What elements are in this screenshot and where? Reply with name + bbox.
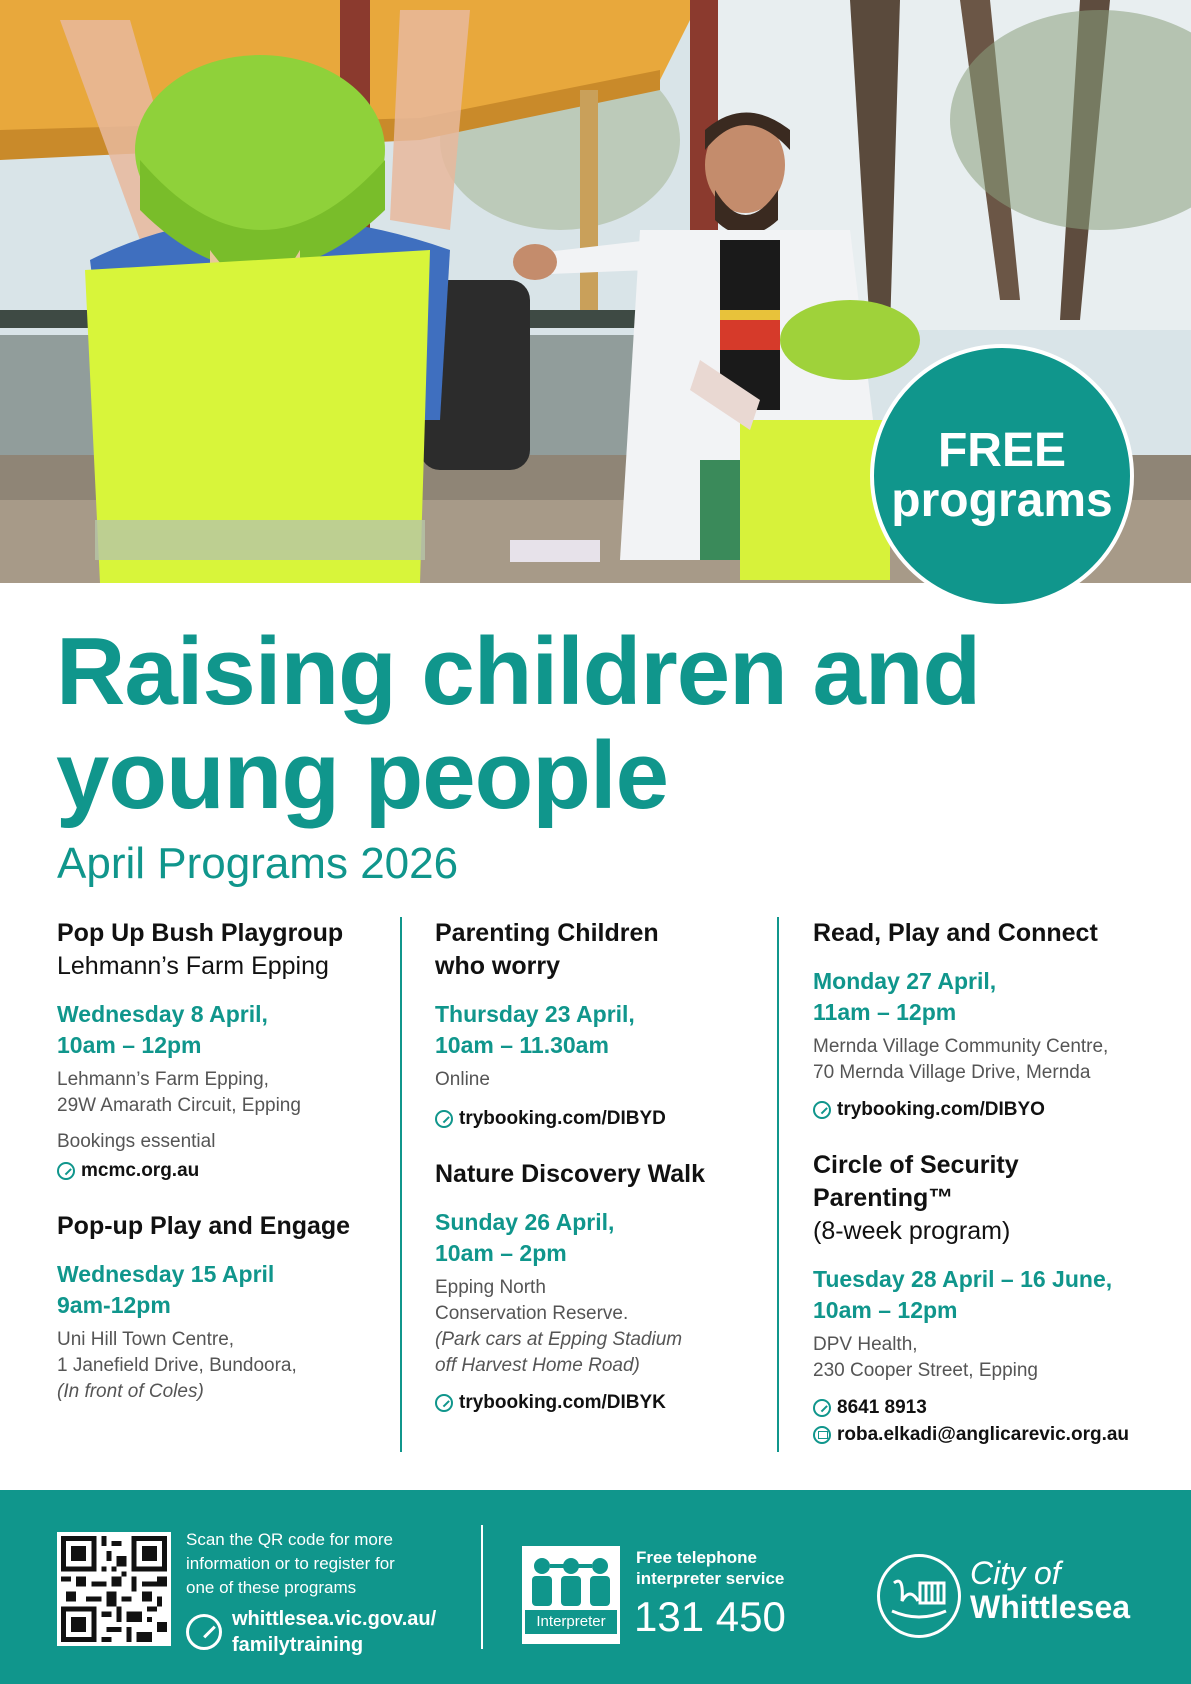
programs-column-2 [435,917,765,1442]
program-title-line: (8-week program) [813,1217,1011,1245]
council-emblem-icon [880,1557,958,1635]
booking-link-text[interactable]: trybooking.com/DIBYO [837,1099,1045,1120]
interpreter-people-icon [522,1546,620,1610]
program-date: Tuesday 28 April – 16 June, [813,1266,1113,1292]
column-divider [400,917,402,1452]
external-link-icon [57,1162,75,1180]
location-line: Epping North [435,1277,546,1298]
interpreter-heading-line: interpreter service [636,1569,785,1588]
page-title [56,620,1136,828]
council-name-line: Whittlesea [970,1589,1131,1625]
qr-code[interactable] [57,1532,171,1646]
location-note: (In front of Coles) [57,1381,204,1402]
booking-link-text[interactable]: trybooking.com/DIBYK [459,1392,666,1413]
program-location [435,1067,765,1093]
program-nature-discovery-walk [435,1158,765,1416]
phone-link[interactable] [813,1394,1153,1421]
free-programs-badge [870,344,1134,608]
booking-link[interactable] [813,1096,1153,1123]
program-title [57,917,387,983]
program-date: Monday 27 April, [813,968,997,994]
council-name-line: City of [970,1555,1061,1591]
footer [0,1490,1191,1684]
title-line-1: Raising children and [56,618,981,725]
program-location [57,1067,387,1119]
booking-link-text[interactable]: mcmc.org.au [81,1160,200,1181]
interpreter-logo [522,1546,620,1644]
booking-link-text[interactable]: trybooking.com/DIBYD [459,1108,666,1129]
location-line: Conservation Reserve. [435,1303,629,1324]
program-title [813,1149,1153,1248]
email-link[interactable] [813,1421,1153,1448]
program-time: 11am – 12pm [813,999,957,1025]
program-location [813,1332,1153,1384]
program-title [435,1158,765,1191]
program-title-line: Read, Play and Connect [813,919,1098,947]
location-line: Mernda Village Community Centre, [813,1036,1109,1057]
badge-line-1: FREE [937,424,1066,477]
program-location [435,1275,765,1379]
program-parenting-children-who-worry [435,917,765,1132]
program-title-line: Pop-up Play and Engage [57,1212,351,1240]
booking-link[interactable] [57,1157,387,1184]
external-link-icon [435,1394,453,1412]
location-note: off Harvest Home Road) [435,1355,640,1376]
location-line: 29W Amarath Circuit, Epping [57,1095,301,1116]
program-title [57,1210,387,1243]
program-read-play-and-connect [813,917,1153,1123]
email-icon [813,1426,831,1444]
program-location [57,1327,387,1405]
external-link-icon [813,1101,831,1119]
location-line: 230 Cooper Street, Epping [813,1360,1038,1381]
phone-number[interactable]: 8641 8913 [837,1397,927,1418]
program-title [435,917,765,983]
program-title-line: Nature Discovery Walk [435,1160,706,1188]
column-divider [777,917,779,1452]
program-pop-up-bush-playgroup [57,917,387,1184]
program-time: 10am – 12pm [57,1032,202,1058]
interpreter-logo-label: Interpreter [525,1610,617,1634]
program-title-line: who worry [435,952,561,980]
program-time: 10am – 2pm [435,1240,567,1266]
qr-instructions [186,1528,446,1600]
location-line: Lehmann’s Farm Epping, [57,1069,269,1090]
council-name [970,1556,1130,1624]
badge-line-2: programs [891,474,1113,527]
external-link-icon [186,1614,222,1650]
program-date: Thursday 23 April, [435,1001,635,1027]
website-url[interactable] [232,1606,436,1658]
program-date-time [435,999,765,1061]
program-circle-of-security [813,1149,1153,1448]
program-date-time [57,999,387,1061]
program-pop-up-play-and-engage [57,1210,387,1405]
booking-link[interactable] [435,1105,765,1132]
location-line: Online [435,1069,490,1090]
program-time: 10am – 12pm [813,1297,958,1323]
program-title-line: Circle of Security [813,1151,1019,1179]
program-title-line: Pop Up Bush Playgroup [57,919,344,947]
program-date-time [435,1207,765,1269]
location-line: Uni Hill Town Centre, [57,1329,235,1350]
bookings-note: Bookings essential [57,1131,216,1152]
qr-code-icon [61,1536,167,1642]
program-date: Sunday 26 April, [435,1209,615,1235]
program-title-line: Parenting Children [435,919,659,947]
programs-column-1 [57,917,387,1431]
city-of-whittlesea-logo [877,1554,961,1638]
program-date-time [57,1259,387,1321]
program-date-time [813,1264,1153,1326]
page-subtitle: April Programs 2026 [57,839,459,888]
website-url-line: whittlesea.vic.gov.au/ [232,1608,437,1630]
interpreter-phone-number[interactable]: 131 450 [634,1593,786,1640]
program-date-time [813,966,1153,1028]
location-line: DPV Health, [813,1334,918,1355]
website-url-line: familytraining [232,1634,364,1656]
program-time: 10am – 11.30am [435,1032,609,1058]
website-link[interactable] [186,1606,436,1658]
email-address[interactable]: roba.elkadi@anglicarevic.org.au [837,1424,1130,1445]
programs-column-3 [813,917,1153,1474]
interpreter-heading-line: Free telephone [636,1548,757,1567]
interpreter-heading [636,1547,784,1589]
program-title-line: Lehmann’s Farm Epping [57,952,329,980]
title-line-2: young people [56,722,668,829]
program-title-line: Parenting™ [813,1184,954,1212]
location-line: 1 Janefield Drive, Bundoora, [57,1355,297,1376]
footer-divider [481,1525,483,1649]
program-title [813,917,1153,950]
phone-icon [813,1399,831,1417]
program-date: Wednesday 8 April, [57,1001,268,1027]
qr-instructions-line: information or to register for [186,1554,395,1573]
program-time: 9am-12pm [57,1292,171,1318]
location-line: 70 Mernda Village Drive, Mernda [813,1062,1091,1083]
external-link-icon [435,1110,453,1128]
program-date: Wednesday 15 April [57,1261,275,1287]
location-note: (Park cars at Epping Stadium [435,1329,683,1350]
qr-instructions-line: Scan the QR code for more [186,1530,393,1549]
booking-link[interactable] [435,1389,765,1416]
qr-instructions-line: one of these programs [186,1578,357,1597]
program-location [813,1034,1153,1086]
